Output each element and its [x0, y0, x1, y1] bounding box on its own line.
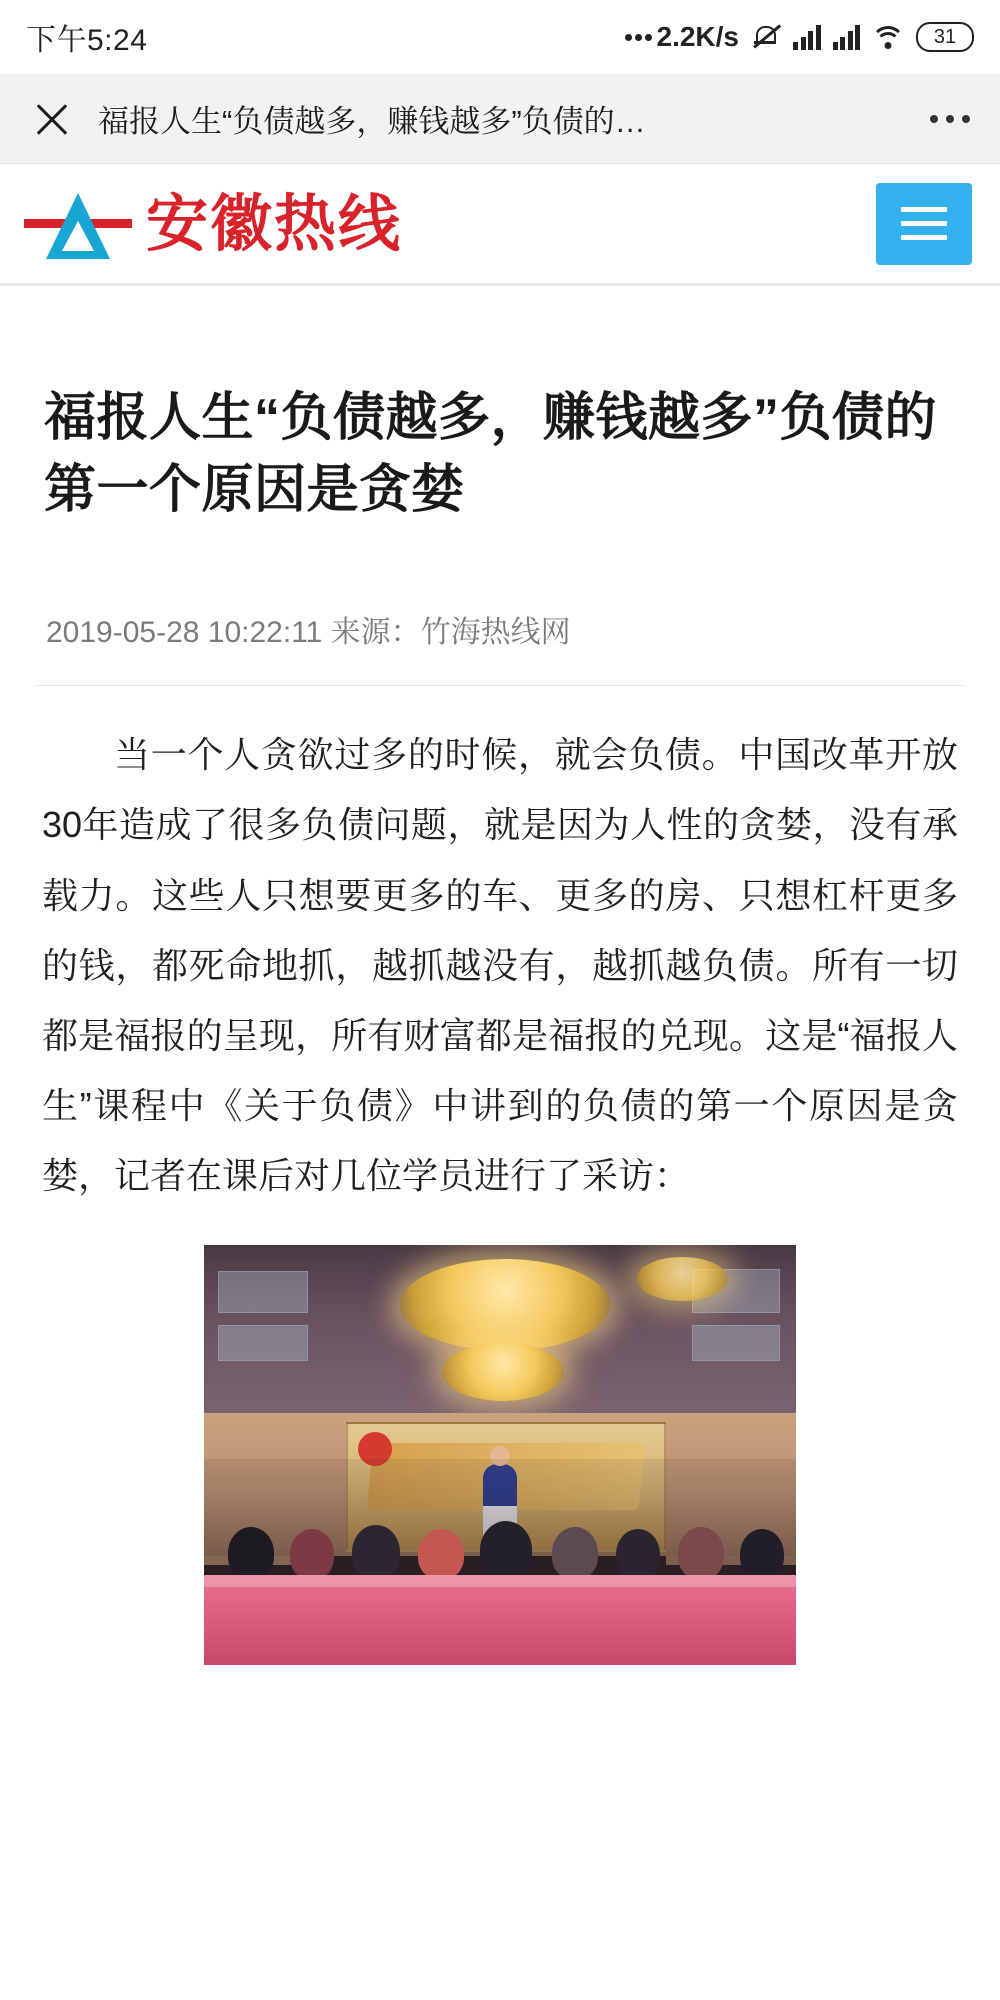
- image-audience-head: [678, 1527, 724, 1579]
- menu-icon[interactable]: [876, 183, 972, 265]
- battery-icon: [916, 22, 974, 52]
- article-title: 福报人生“负债越多，赚钱越多”负债的第一个原因是贪婪: [44, 388, 938, 519]
- article-paragraph: 当一个人贪欲过多的时候，就会负债。中国改革开放30年造成了很多负债问题，就是因为人性的贪婪，没有承载力。这些人只想要更多的车、更多的房、只想杠杆更多的钱，都死命地抓，越抓越没有，越抓越负债。所有一切都是福报的呈现，所有财富都是福报的兑现。这是“福报人生”课程中《关于负债》中讲到的负债的第一个原因是贪婪，记者在课后对几位学员进行了采访：: [42, 734, 958, 1197]
- wifi-icon: [872, 24, 904, 50]
- more-options-icon[interactable]: [924, 115, 970, 123]
- article-body: [28, 686, 972, 1211]
- site-logo[interactable]: [24, 187, 402, 261]
- image-ceiling-panel: [218, 1325, 308, 1361]
- dots-icon: [625, 34, 652, 41]
- article-meta: 2019-05-28 10:22:11 来源：竹海热线网: [46, 616, 571, 650]
- battery-level: 31: [933, 25, 957, 48]
- network-speed-label: 2.2K/s: [656, 21, 739, 52]
- site-header: [0, 164, 1000, 286]
- browser-top-bar: [0, 74, 1000, 164]
- image-audience-head: [418, 1529, 464, 1579]
- image-audience-head: [616, 1529, 660, 1579]
- image-audience-head: [228, 1527, 274, 1579]
- status-icons: [625, 21, 975, 53]
- image-table: [204, 1575, 796, 1665]
- network-speed: [625, 21, 740, 53]
- image-chandelier: [400, 1259, 610, 1351]
- image-audience-head: [740, 1529, 784, 1579]
- article-container: [0, 321, 1000, 1666]
- image-audience-head: [290, 1529, 334, 1579]
- close-icon[interactable]: [30, 97, 74, 141]
- site-name: 安徽热线: [146, 186, 403, 260]
- image-ceiling-panel: [692, 1325, 780, 1361]
- system-status-bar: [0, 0, 1000, 74]
- article-image: [204, 1245, 796, 1665]
- signal-icon: [833, 24, 861, 50]
- image-audience-head: [552, 1527, 598, 1579]
- logo-a-icon: [24, 187, 132, 261]
- page-title-bar: 福报人生“负债越多，赚钱越多”负债的…: [98, 104, 646, 139]
- image-audience-head: [480, 1521, 532, 1579]
- mute-bell-icon: [751, 22, 781, 52]
- image-ceiling-panel: [218, 1271, 308, 1313]
- status-clock: 下午5:24: [26, 24, 148, 57]
- image-audience-head: [352, 1525, 400, 1579]
- signal-icon: [793, 24, 821, 50]
